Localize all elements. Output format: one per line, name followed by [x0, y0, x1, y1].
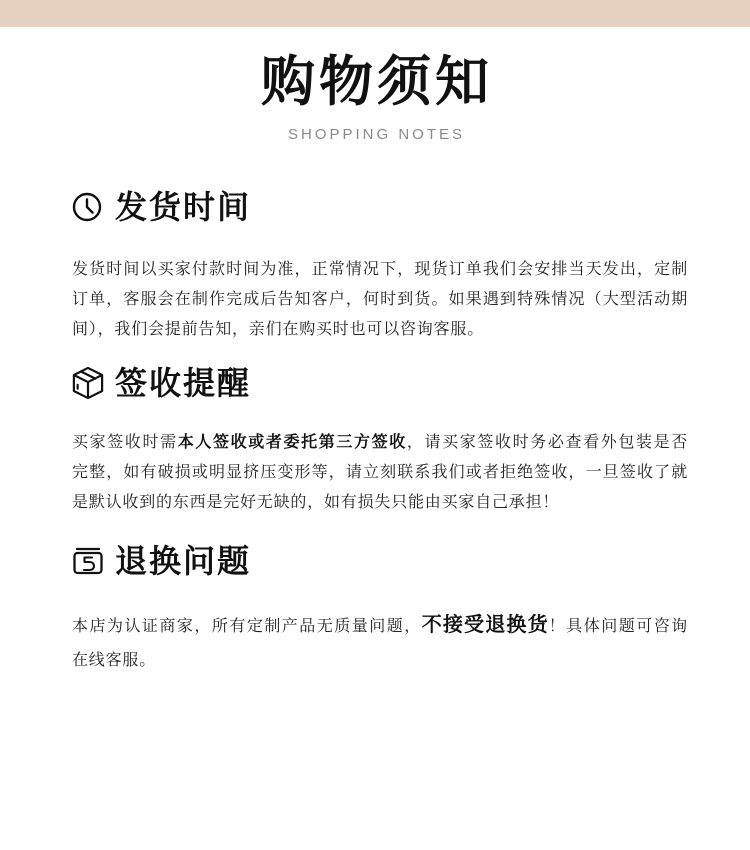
- section-paragraph: [72, 608, 688, 678]
- top-accent-band: [0, 0, 750, 27]
- text-segment: 订单，客服会在制作完成后告知客户，何时到货。如果遇到特殊情况（大型活动期: [72, 291, 688, 308]
- paragraph-line: [72, 643, 688, 678]
- paragraph-line: [72, 285, 688, 315]
- paragraph-line: [72, 428, 688, 458]
- paragraph-line: [72, 458, 688, 488]
- text-segment: ！具体问题可咨询: [548, 618, 688, 635]
- text-segment: 在线客服。: [72, 652, 157, 669]
- section-header: [72, 541, 251, 581]
- section-header: [72, 363, 251, 403]
- text-segment: 买家签收时需: [72, 434, 178, 451]
- section-paragraph: [72, 428, 688, 518]
- section-heading: 发货时间: [115, 189, 252, 225]
- emphasized-text: 本人签收或者委托第三方签收: [177, 434, 407, 451]
- page-subtitle: SHOPPING NOTES: [287, 126, 466, 143]
- text-segment: 本店为认证商家，所有定制产品无质量问题，: [72, 618, 422, 635]
- section-paragraph: [72, 255, 688, 345]
- return-exchange-icon: [72, 544, 104, 578]
- emphasized-text: 不接受退换货: [421, 614, 549, 636]
- text-segment: 是默认收到的东西是完好无缺的，如有损失只能由买家自己承担！: [72, 494, 560, 511]
- text-segment: ，请买家签收时务必查看外包装是否: [406, 434, 688, 451]
- section-heading: 退换问题: [115, 543, 252, 579]
- clock-icon: [72, 190, 104, 224]
- text-segment: 发货时间以买家付款时间为准，正常情况下，现货订单我们会安排当天发出，定制: [72, 261, 688, 278]
- page-title: 购物须知: [261, 52, 493, 112]
- text-segment: 间），我们会提前告知，亲们在购买时也可以咨询客服。: [72, 321, 485, 338]
- section-header: [72, 187, 251, 227]
- text-segment: 完整，如有破损或明显挤压变形等，请立刻联系我们或者拒绝签收，一旦签收了就: [72, 464, 688, 481]
- paragraph-line: [72, 315, 688, 345]
- section-heading: 签收提醒: [115, 365, 252, 401]
- paragraph-line: [72, 255, 688, 285]
- paragraph-line: [72, 608, 688, 643]
- package-box-icon: [72, 366, 104, 400]
- paragraph-line: [72, 488, 688, 518]
